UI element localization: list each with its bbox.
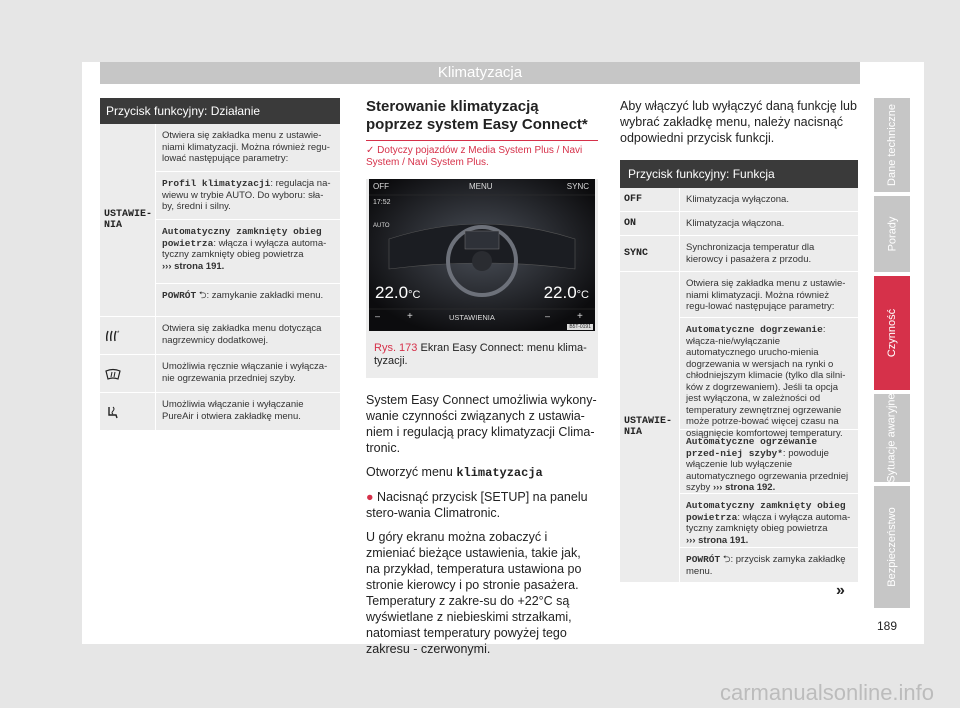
bullet-icon: ● bbox=[366, 490, 374, 504]
table-row: SYNC Synchronizacja temperatur dla kierowcy i pasażera z przodu. bbox=[620, 236, 858, 272]
key-ustawienia: USTAWIE-NIA bbox=[100, 124, 156, 316]
continue-arrow: » bbox=[836, 582, 845, 599]
tab-porady[interactable]: Porady bbox=[874, 196, 910, 272]
purair-icon bbox=[100, 393, 156, 430]
list-item: Automatyczny zamknięty obieg powietrza: włącza i wyłącza automa-tyczny zamknięty obieg powietrza ››› strona 191. bbox=[680, 494, 858, 548]
screen-off-label[interactable]: OFF bbox=[373, 182, 389, 191]
page-number: 189 bbox=[877, 619, 898, 633]
seat-heater-icon bbox=[100, 317, 156, 354]
screen-sync-label[interactable]: SYNC bbox=[566, 182, 589, 191]
temp-left-plus-button[interactable]: + bbox=[407, 311, 413, 322]
table-row bbox=[100, 355, 340, 393]
paragraph: Aby włączyć lub wyłączyć daną funkcję lub wybrać zakładkę menu, należy nacisnąć odpowiedni przycisk funkcji. bbox=[620, 99, 857, 145]
right-column bbox=[620, 98, 858, 583]
list-item: Automatyczny zamknięty obieg powietrza: włącza i wyłącza automa-tyczny zamknięty obieg powietrza ››› strona 191. bbox=[156, 220, 340, 284]
tab-bezpieczenstwo[interactable]: Bezpieczeństwo bbox=[874, 486, 910, 608]
table-row: ON Klimatyzacja włączona. bbox=[620, 212, 858, 236]
list-item: POWRÓT ⮌: przycisk zamyka zakładkę menu. bbox=[686, 554, 846, 577]
table-row: USTAWIE-NIA Otwiera się zakładka menu z ustawie-niami klimatyzacji. Można również regu-lować następujące parametry: Automatyczne dogrzewanie: włącza-nie/wyłączanie automatycznego urucho-mienia dogrzewania w wersjach na rynki o chłodniejszym klimacie (tylko dla silni-ków z dogrzewaniem). Jeśli ta opcja jest wyłączona, w zależności od temperatury zewnętrznej ogrzewanie może potrze-bować więcej czasu na osiągnięcie komfortowej temperatury. Automatyczne ogrzewanie przed-niej szyby*: powoduje włączenie lub wyłączenie automatycznego ogrzewania przedniej szyby ››› strona 192. Automatyczny zamknięty obieg powietrza: włącza i wyłącza automa-tyczny zamknięty obieg powietrza ››› strona 191. POWRÓT ⮌: przycisk zamyka zakładkę menu. bbox=[620, 272, 858, 583]
tab-dane-techniczne[interactable]: Dane techniczne bbox=[874, 98, 910, 192]
easy-connect-screen bbox=[369, 179, 595, 331]
svg-text:*: * bbox=[117, 330, 120, 337]
table-row: OFF Klimatyzacja wyłączona. bbox=[620, 188, 858, 212]
paragraph: System Easy Connect umożliwia wykony-wanie czynności związanych z ustawia-niem i regulacją pracy klimatyzacji Clima-tronic. bbox=[366, 393, 597, 455]
table-heading: Przycisk funkcyjny: Funkcja bbox=[620, 160, 858, 188]
tab-czynnosc[interactable]: Czynność bbox=[874, 276, 910, 390]
tab-sytuacje-awaryjne[interactable]: Sytuacje awaryjne bbox=[874, 394, 910, 482]
screen-menu-label[interactable]: MENU bbox=[469, 182, 493, 191]
table-row bbox=[100, 393, 340, 431]
paragraph: ● Nacisnąć przycisk [SETUP] na panelu stero-wania Climatronic. bbox=[366, 490, 588, 520]
table-heading: Przycisk funkcyjny: Działanie bbox=[100, 98, 340, 124]
chapter-header: Klimatyzacja bbox=[100, 62, 860, 84]
figure-code: B5T-0191 bbox=[569, 324, 591, 330]
windshield-heat-icon bbox=[100, 355, 156, 392]
page-reference: ››› strona 192. bbox=[712, 482, 776, 493]
list-item: Umożliwia włączanie i wyłączanie PureAir i otwiera zakładkę menu. bbox=[156, 393, 340, 430]
page-reference: ››› strona 191. bbox=[162, 260, 225, 272]
temp-right: 22.0°C bbox=[543, 283, 589, 302]
section-title: Sterowanie klimatyzacją poprzez system Easy Connect* bbox=[366, 98, 598, 141]
applies-note: ✓ Dotyczy pojazdów z Media System Plus / Navi System / Navi System Plus. bbox=[366, 145, 583, 168]
middle-column bbox=[366, 98, 598, 665]
paragraph: U góry ekranu można zobaczyć i zmieniać bieżące ustawienia, takie jak, na przykład, temperatura ustawiona po stronie kierowcy i po stronie pasażera. Temperatury z zakre-su do +22°C są wyświetlane z niebieskimi strzałkami, natomiast temperatury powyżej tego zakresu - czerwonymi. bbox=[366, 530, 582, 656]
list-item: Otwiera się zakładka menu z ustawie-niami klimatyzacji. Można również regu-lować następujące parametry: bbox=[156, 124, 340, 172]
list-item: Otwiera się zakładka menu dotycząca nagrzewnicy dodatkowej. bbox=[156, 317, 340, 354]
side-tabs bbox=[874, 98, 910, 612]
right-function-table bbox=[620, 160, 858, 583]
temp-left-minus-button[interactable]: – bbox=[375, 311, 381, 321]
left-function-table bbox=[100, 98, 340, 431]
table-row bbox=[100, 317, 340, 355]
list-item: Automatyczne dogrzewanie: włącza-nie/wyłączanie automatycznego urucho-mienia dogrzewania w wersjach na rynki o chłodniejszym klimacie (tylko dla silni-ków z dogrzewaniem). Jeśli ta opcja jest wyłączona, w zależności od temperatury zewnętrznej ogrzewanie może potrze-bować więcej czasu na osiągnięcie komfortowej temperatury. bbox=[680, 318, 858, 430]
temp-right-plus-button[interactable]: + bbox=[577, 311, 583, 322]
dashboard-image bbox=[369, 179, 595, 331]
paragraph: Otworzyć menu klimatyzacja bbox=[366, 465, 543, 480]
page-reference: ››› strona 191. bbox=[686, 534, 749, 546]
watermark: carmanualsonline.info bbox=[720, 680, 935, 705]
temp-right-minus-button[interactable]: – bbox=[545, 311, 551, 321]
figure-caption: Rys. 173 Ekran Easy Connect: menu klima-tyzacji. bbox=[374, 342, 587, 367]
figure bbox=[366, 179, 598, 378]
screen-ustawienia-button[interactable]: USTAWIENIA bbox=[449, 313, 495, 322]
screen-auto-label[interactable]: AUTO bbox=[373, 223, 390, 229]
list-item: Automatyczne ogrzewanie przed-niej szyby*: powoduje włączenie lub wyłączenie automatycznego ogrzewania przedniej szyby ››› strona 192. bbox=[680, 430, 858, 494]
temp-left: 22.0°C bbox=[375, 283, 421, 302]
table-row bbox=[100, 124, 340, 317]
list-item: POWRÓT ⮌: zamykanie zakładki menu. bbox=[162, 290, 324, 301]
list-item: Profil klimatyzacji: regulacja na-wiewu w trybie AUTO. Do wyboru: sła-by, średni i silny. bbox=[156, 172, 340, 220]
list-item: Otwiera się zakładka menu z ustawie-niami klimatyzacji. Można również regu-lować następujące parametry: bbox=[680, 272, 858, 318]
list-item: Umożliwia ręcznie włączanie i wyłącza-nie ogrzewania przedniej szyby. bbox=[156, 355, 340, 392]
screen-time: 17:52 bbox=[373, 199, 391, 206]
